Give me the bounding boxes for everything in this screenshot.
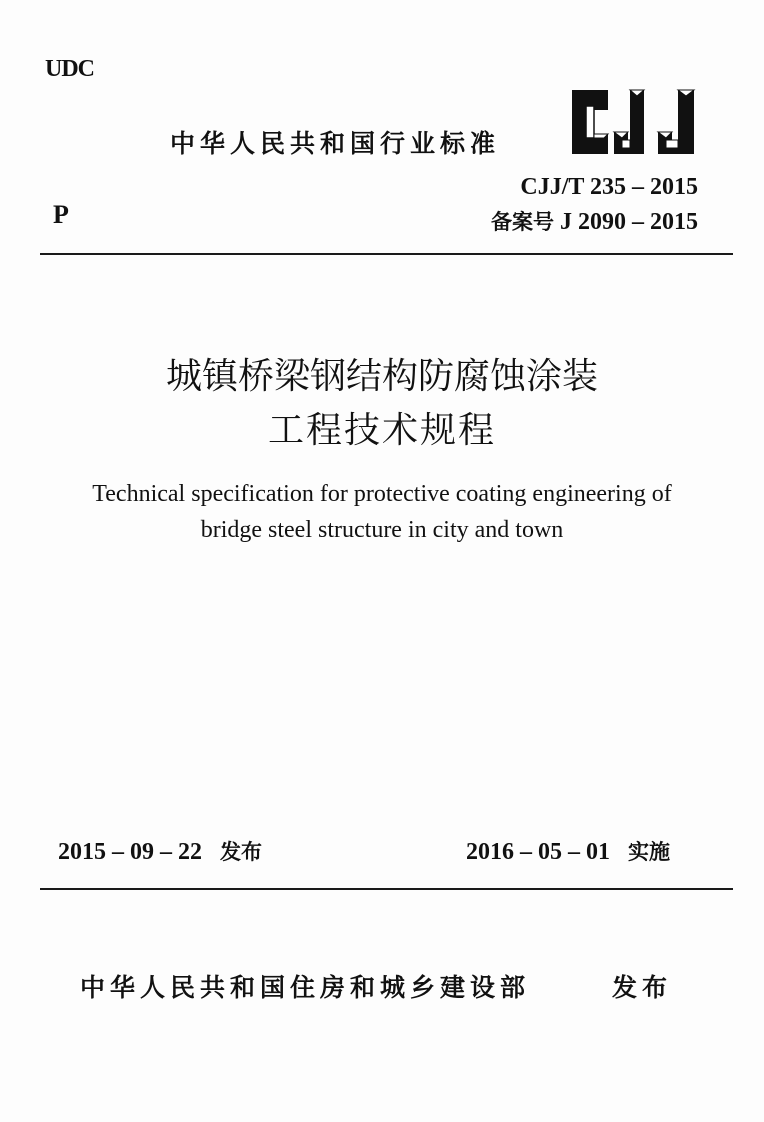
issue-date-value: 2015 – 09 – 22 — [58, 839, 202, 865]
english-title-line-1: Technical specification for protective coating engineering of — [92, 481, 672, 507]
implementation-date — [466, 836, 670, 866]
chinese-title-line-2: 工程技术规程 — [267, 410, 496, 451]
bottom-divider — [40, 888, 733, 890]
classification-letter: P — [53, 200, 69, 229]
implementation-date-label: 实施 — [628, 840, 670, 864]
chinese-title-line-1: 城镇桥梁钢结构防腐蚀涂装 — [165, 356, 598, 397]
filing-number-label: 备案号 — [491, 210, 554, 234]
standard-type-heading: 中华人民共和国行业标准 — [170, 129, 501, 158]
implementation-date-value: 2016 – 05 – 01 — [466, 839, 610, 865]
udc-label: UDC — [45, 56, 94, 82]
cjj-logo-icon — [566, 84, 700, 160]
standard-code: CJJ/T 235 – 2015 — [520, 174, 698, 200]
filing-number — [491, 206, 698, 236]
issue-date — [58, 836, 262, 866]
issue-date-label: 发布 — [220, 840, 262, 864]
publisher-action: 发布 — [612, 973, 673, 1002]
top-divider — [40, 253, 733, 255]
publisher-name: 中华人民共和国住房和城乡建设部 — [80, 973, 531, 1002]
english-title-line-2: bridge steel structure in city and town — [200, 517, 564, 543]
filing-number-value: J 2090 – 2015 — [560, 209, 698, 235]
